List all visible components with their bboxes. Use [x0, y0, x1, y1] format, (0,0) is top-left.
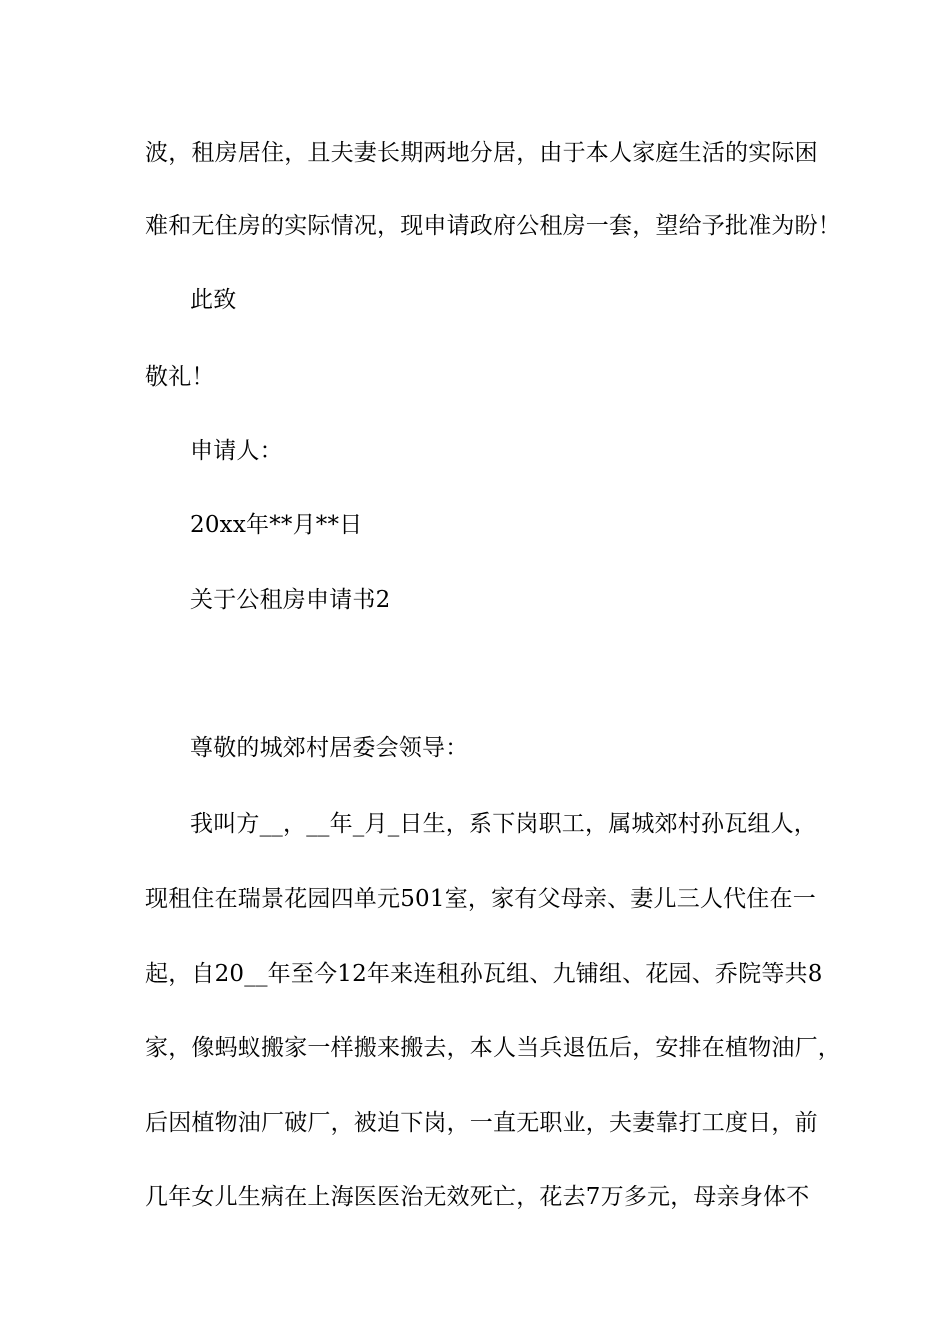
letter-greeting: 尊敬的城郊村居委会领导： [190, 735, 469, 761]
closing-salutation: 此致 [190, 287, 237, 313]
section-title: 关于公租房申请书2 [190, 587, 391, 613]
paragraph-line: 后因植物油厂破厂，被迫下岗，一直无职业，夫妻靠打工度日，前 [145, 1110, 818, 1136]
paragraph-line: 现租住在瑞景花园四单元501室，家有父母亲、妻儿三人代住在一 [145, 886, 816, 912]
paragraph-line: 难和无住房的实际情况，现申请政府公租房一套，望给予批准为盼！ [145, 213, 841, 239]
date-line: 20xx年**月**日 [190, 512, 363, 538]
paragraph-line: 我叫方__，__年_月_日生，系下岗职工，属城郊村孙瓦组人， [190, 811, 817, 837]
closing-respect: 敬礼！ [145, 364, 215, 390]
paragraph-line: 几年女儿生病在上海医医治无效死亡，花去7万多元，母亲身体不 [145, 1184, 810, 1210]
paragraph-line: 家，像蚂蚁搬家一样搬来搬去，本人当兵退伍后，安排在植物油厂， [145, 1035, 841, 1061]
paragraph-line: 波，租房居住，且夫妻长期两地分居，由于本人家庭生活的实际困 [145, 140, 818, 166]
applicant-label: 申请人： [190, 438, 283, 464]
paragraph-line: 起，自20__年至今12年来连租孙瓦组、九铺组、花园、乔院等共8 [145, 961, 823, 987]
